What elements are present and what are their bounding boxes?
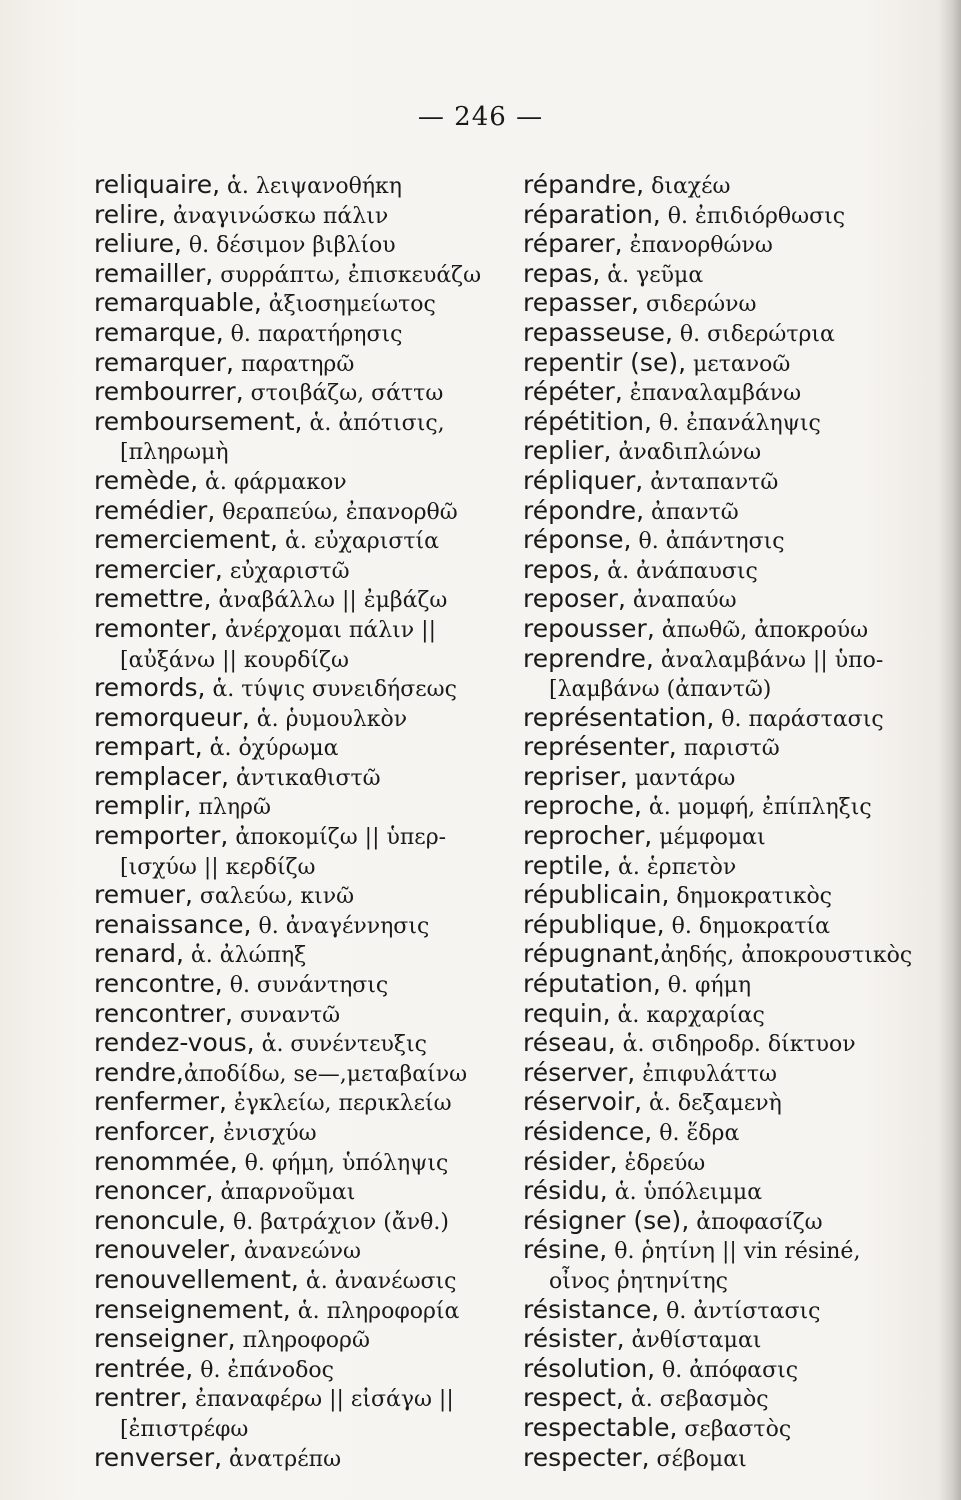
- entry-headword: reprendre,: [523, 643, 654, 673]
- dictionary-entry: [94, 1206, 512, 1236]
- entry-headword: résigner (se),: [523, 1205, 690, 1235]
- dictionary-entry: [523, 318, 943, 348]
- dictionary-entry: [94, 1147, 512, 1177]
- page-number: — 246 —: [417, 102, 544, 132]
- dictionary-entry: [94, 407, 512, 437]
- entry-gloss: ἁ. μομφή, ἐπίπληξις: [641, 795, 872, 821]
- entry-headword: reproche,: [523, 791, 642, 821]
- entry-gloss: ἀξιοσημείωτος: [261, 292, 436, 318]
- entry-headword: résine,: [523, 1235, 608, 1265]
- entry-headword: remédier,: [94, 495, 216, 525]
- entry-headword: réparer,: [523, 229, 623, 259]
- dictionary-entry: [523, 791, 943, 821]
- dictionary-entry: [523, 288, 943, 318]
- entry-gloss: ἁ. ἑρπετὸν: [611, 854, 737, 880]
- entry-headword: réputation,: [523, 969, 661, 999]
- entry-headword: rencontrer,: [94, 998, 233, 1028]
- entry-gloss: θ. ἐπανάληψις: [651, 410, 821, 436]
- dictionary-entry: [523, 1413, 943, 1443]
- dictionary-entry: [523, 851, 943, 881]
- entry-headword: relire,: [94, 199, 167, 229]
- entry-headword: requin,: [523, 998, 611, 1028]
- entry-headword: remplacer,: [94, 761, 229, 791]
- entry-gloss: σαλεύω, κινῶ: [192, 884, 355, 910]
- dictionary-entry: [94, 1176, 512, 1206]
- dictionary-entry: [94, 703, 512, 733]
- entry-headword: répliquer,: [523, 465, 644, 495]
- entry-headword: remarquable,: [94, 288, 262, 318]
- entry-gloss: παρατηρῶ: [233, 351, 355, 377]
- entry-headword: remords,: [94, 673, 206, 703]
- dictionary-entry: [94, 1087, 512, 1117]
- entry-headword: répondre,: [523, 495, 645, 525]
- entry-gloss: ἐπανορθώνω: [622, 233, 773, 259]
- dictionary-entry: [523, 1295, 943, 1325]
- entry-headword: reposer,: [523, 584, 626, 614]
- entry-gloss: θ. ἀπόφασις: [655, 1357, 799, 1383]
- entry-gloss: σιδερώνω: [638, 292, 757, 318]
- dictionary-entry: [94, 732, 512, 762]
- entry-headword: renoncule,: [94, 1205, 226, 1235]
- dictionary-entry: [523, 880, 943, 910]
- entry-gloss: ἁ. λειψανοθήκη: [220, 174, 402, 199]
- dictionary-entry: [94, 1117, 512, 1147]
- entry-gloss: εὐχαριστῶ: [222, 558, 350, 584]
- entry-headword: remercier,: [94, 554, 223, 584]
- entry-gloss: ἀπαρνοῦμαι: [213, 1180, 356, 1206]
- entry-headword: remorqueur,: [94, 702, 250, 732]
- entry-gloss: ἁ. ἀλώπηξ: [183, 943, 307, 969]
- entry-continuation: [94, 1413, 512, 1443]
- dictionary-entry: [94, 880, 512, 910]
- dictionary-entry: [523, 1324, 943, 1354]
- entry-gloss: ἀνανεώνω: [236, 1239, 361, 1265]
- dictionary-entry: [523, 1058, 943, 1088]
- entry-gloss: [αὐξάνω || κουρδίζω: [120, 647, 349, 673]
- entry-gloss: ἁ. δεξαμενὴ: [642, 1091, 782, 1117]
- dictionary-entry: [523, 939, 943, 969]
- entry-headword: résistance,: [523, 1294, 660, 1324]
- entry-gloss: σέβομαι: [649, 1446, 747, 1472]
- dictionary-entry: [94, 1058, 512, 1088]
- dictionary-entry: [523, 1117, 943, 1147]
- dictionary-entry: [94, 1354, 512, 1384]
- entry-headword: respectable,: [523, 1412, 678, 1442]
- entry-gloss: θ. ἀντίστασις: [659, 1298, 821, 1324]
- entry-gloss: ἁ. εὐχαριστία: [277, 529, 440, 555]
- dictionary-entry: [523, 466, 943, 496]
- entry-gloss: ἀηδής, ἀποκρουστικὸς: [660, 943, 913, 969]
- entry-headword: remerciement,: [94, 525, 278, 555]
- entry-gloss: ἁ. τύψις συνειδήσεως: [205, 677, 457, 703]
- dictionary-entry: [94, 229, 512, 259]
- entry-continuation: [523, 673, 943, 703]
- entry-headword: reptile,: [523, 850, 612, 880]
- entry-gloss: ἀπωθῶ, ἀποκρούω: [654, 617, 869, 643]
- entry-headword: renoncer,: [94, 1176, 214, 1206]
- entry-gloss: ἁ. ἀπότισις,: [302, 410, 445, 436]
- entry-continuation: [94, 644, 512, 674]
- dictionary-entry: [523, 703, 943, 733]
- entry-headword: renaissance,: [94, 909, 252, 939]
- entry-gloss: ἀντικαθιστῶ: [228, 765, 381, 791]
- dictionary-entry: [94, 999, 512, 1029]
- dictionary-entry: [94, 584, 512, 614]
- entry-gloss: οἶνος ῥητηνίτης: [549, 1268, 728, 1294]
- entry-gloss: παριστῶ: [676, 736, 780, 762]
- dictionary-entry: [94, 1383, 512, 1413]
- entry-gloss: [λαμβάνω (ἀπαντῶ): [549, 677, 772, 703]
- entry-gloss: ἁ. ὑπόλειμμα: [607, 1180, 763, 1206]
- entry-gloss: ἐπιφυλάττω: [635, 1061, 777, 1087]
- entry-headword: répétition,: [523, 406, 652, 436]
- entry-gloss: ἀναλαμβάνω || ὑπο-: [653, 647, 884, 673]
- dictionary-entry: [94, 377, 512, 407]
- entry-gloss: ἁ. καρχαρίας: [610, 1002, 765, 1028]
- dictionary-entry: [523, 821, 943, 851]
- entry-headword: réponse,: [523, 525, 632, 555]
- entry-gloss: ἀποκομίζω || ὑπερ-: [228, 825, 447, 851]
- dictionary-entry: [523, 436, 943, 466]
- entry-gloss: συναντῶ: [232, 1002, 341, 1028]
- entry-continuation: [94, 436, 512, 466]
- entry-gloss: δημοκρατικὸς: [669, 884, 833, 910]
- dictionary-entry: [523, 200, 943, 230]
- entry-headword: rempart,: [94, 732, 203, 762]
- dictionary-entry: [94, 821, 512, 851]
- entry-gloss: ἀποδίδω, se—,μεταβαίνω: [183, 1061, 468, 1087]
- dictionary-entry: [523, 614, 943, 644]
- entry-headword: repentir (se),: [523, 347, 687, 377]
- entry-gloss: ἁ. συνέντευξις: [254, 1032, 427, 1058]
- entry-gloss: ἁ. γεῦμα: [600, 262, 704, 288]
- entry-gloss: ἀνέρχομαι πάλιν ||: [218, 617, 436, 643]
- entry-gloss: θ. βατράχιον (ἄνθ.): [225, 1209, 449, 1235]
- dictionary-entry: [94, 1235, 512, 1265]
- entry-headword: représentation,: [523, 702, 715, 732]
- entry-headword: respect,: [523, 1383, 624, 1413]
- entry-headword: renouveler,: [94, 1235, 237, 1265]
- entry-gloss: ἀναβάλλω || ἐμβάζω: [211, 588, 448, 614]
- dictionary-entry: [523, 377, 943, 407]
- entry-headword: rembourrer,: [94, 377, 244, 407]
- entry-headword: rentrée,: [94, 1353, 194, 1383]
- entry-headword: reliure,: [94, 229, 182, 259]
- entry-gloss: ἀνθίσταμαι: [624, 1328, 762, 1354]
- entry-headword: résider,: [523, 1146, 618, 1176]
- dictionary-entry: [94, 614, 512, 644]
- dictionary-entry: [523, 525, 943, 555]
- entry-gloss: θ. ἐπάνοδος: [193, 1357, 334, 1383]
- dictionary-entry: [94, 525, 512, 555]
- dictionary-entry: [523, 1176, 943, 1206]
- entry-headword: repas,: [523, 258, 601, 288]
- entry-headword: répéter,: [523, 377, 623, 407]
- entry-gloss: θ. δέσιμον βιβλίου: [181, 233, 396, 259]
- entry-gloss: ἀπαντῶ: [644, 499, 739, 525]
- entry-headword: repousser,: [523, 613, 655, 643]
- dictionary-entry: [523, 1028, 943, 1058]
- entry-continuation: [94, 851, 512, 881]
- entry-gloss: θ. ἐπιδιόρθωσις: [660, 203, 846, 229]
- entry-gloss: ἀναπαύω: [625, 588, 737, 614]
- entry-headword: rendez-vous,: [94, 1028, 255, 1058]
- entry-gloss: θ. συνάντησις: [222, 973, 389, 999]
- entry-gloss: σεβαστὸς: [677, 1416, 792, 1442]
- dictionary-entry: [94, 1028, 512, 1058]
- dictionary-entry: [94, 791, 512, 821]
- entry-headword: résidu,: [523, 1176, 608, 1206]
- entry-headword: remplir,: [94, 791, 192, 821]
- dictionary-entry: [94, 259, 512, 289]
- entry-headword: renseignement,: [94, 1294, 291, 1324]
- entry-gloss: θ. παρατήρησις: [223, 321, 403, 347]
- dictionary-entry: [523, 999, 943, 1029]
- dictionary-entry: [523, 910, 943, 940]
- entry-gloss: ἁ. ὀχύρωμα: [202, 736, 339, 762]
- entry-headword: réseau,: [523, 1028, 616, 1058]
- entry-continuation: [523, 1265, 943, 1295]
- dictionary-entry: [523, 259, 943, 289]
- entry-gloss: θ. ῥητίνη || vin résiné,: [607, 1239, 861, 1265]
- dictionary-entry: [523, 1147, 943, 1177]
- entry-gloss: θ. δημοκρατία: [664, 913, 831, 939]
- entry-gloss: θεραπεύω, ἐπανορθῶ: [215, 499, 458, 525]
- entry-headword: résolution,: [523, 1353, 656, 1383]
- entry-headword: renouvellement,: [94, 1264, 299, 1294]
- entry-gloss: στοιβάζω, σάττω: [243, 381, 444, 407]
- dictionary-entry: [94, 288, 512, 318]
- entry-headword: remailler,: [94, 258, 214, 288]
- dictionary-entry: [523, 644, 943, 674]
- entry-gloss: ἁ. ἀνάπαυσις: [600, 558, 758, 584]
- entry-gloss: θ. ἕδρα: [652, 1121, 740, 1146]
- right-column: [523, 170, 943, 1472]
- entry-headword: replier,: [523, 436, 612, 466]
- entry-headword: remuer,: [94, 880, 193, 910]
- entry-gloss: μετανοῶ: [686, 351, 791, 377]
- dictionary-entry: [94, 1443, 512, 1473]
- entry-headword: république,: [523, 909, 665, 939]
- entry-gloss: ἁ. πληροφορία: [290, 1298, 460, 1324]
- entry-headword: respecter,: [523, 1442, 650, 1472]
- entry-headword: répugnant,: [523, 939, 661, 969]
- dictionary-entry: [94, 555, 512, 585]
- dictionary-entry: [94, 673, 512, 703]
- entry-headword: renverser,: [94, 1442, 223, 1472]
- entry-headword: reprocher,: [523, 821, 653, 851]
- entry-gloss: μαντάρω: [627, 765, 736, 791]
- entry-headword: républicain,: [523, 880, 670, 910]
- entry-headword: remettre,: [94, 584, 212, 614]
- entry-headword: reliquaire,: [94, 170, 221, 199]
- dictionary-entry: [523, 407, 943, 437]
- entry-headword: remarquer,: [94, 347, 234, 377]
- entry-gloss: θ. σιδερώτρια: [672, 321, 835, 347]
- dictionary-entry: [523, 229, 943, 259]
- entry-headword: renforcer,: [94, 1117, 217, 1146]
- entry-gloss: θ. φήμη, ὑπόληψις: [237, 1150, 449, 1176]
- entry-gloss: [ἐπιστρέφω: [120, 1416, 249, 1442]
- entry-gloss: ἐγκλείω, περικλείω: [226, 1091, 452, 1117]
- entry-headword: renard,: [94, 939, 184, 969]
- dictionary-entry: [523, 348, 943, 378]
- entry-gloss: ἁ. σεβασμὸς: [623, 1387, 769, 1413]
- dictionary-entry: [94, 910, 512, 940]
- entry-gloss: ἀνατρέπω: [222, 1446, 342, 1472]
- dictionary-entry: [94, 1265, 512, 1295]
- entry-gloss: θ. ἀναγέννησις: [251, 913, 430, 939]
- dictionary-entry: [523, 555, 943, 585]
- entry-headword: répandre,: [523, 170, 645, 199]
- dictionary-entry: [94, 466, 512, 496]
- entry-headword: repos,: [523, 554, 601, 584]
- entry-headword: remonter,: [94, 613, 219, 643]
- entry-gloss: ἐνισχύω: [216, 1121, 317, 1146]
- dictionary-entry: [94, 348, 512, 378]
- entry-headword: renommée,: [94, 1146, 238, 1176]
- dictionary-entry: [94, 939, 512, 969]
- left-column: [94, 170, 512, 1472]
- dictionary-entry: [523, 584, 943, 614]
- dictionary-entry: [94, 318, 512, 348]
- entry-gloss: ἀναδιπλώνω: [611, 440, 762, 466]
- entry-gloss: ἁ. ἀνανέωσις: [298, 1268, 457, 1294]
- dictionary-entry: [94, 969, 512, 999]
- dictionary-entry: [523, 496, 943, 526]
- entry-gloss: πληροφορῶ: [235, 1328, 370, 1354]
- dictionary-entry: [523, 1383, 943, 1413]
- entry-gloss: ἀνταπαντῶ: [643, 469, 779, 495]
- dictionary-entry: [523, 1087, 943, 1117]
- entry-gloss: θ. παράστασις: [714, 706, 884, 732]
- entry-gloss: ἁ. φάρμακον: [198, 469, 347, 495]
- entry-gloss: θ. ἀπάντησις: [631, 529, 785, 555]
- dictionary-entry: [523, 1235, 943, 1265]
- dictionary-entry: [94, 200, 512, 230]
- entry-headword: renseigner,: [94, 1324, 236, 1354]
- entry-gloss: ἀναγινώσκω πάλιν: [166, 203, 389, 229]
- entry-headword: résister,: [523, 1324, 625, 1354]
- dictionary-entry: [523, 170, 943, 200]
- entry-gloss: ἐπαναλαμβάνω: [622, 381, 802, 407]
- entry-headword: rendre,: [94, 1057, 184, 1087]
- entry-headword: repasseuse,: [523, 317, 673, 347]
- entry-gloss: μέμφομαι: [652, 825, 766, 851]
- dictionary-entry: [94, 496, 512, 526]
- entry-gloss: ἁ. ῥυμουλκὸν: [249, 706, 408, 732]
- entry-headword: réparation,: [523, 199, 661, 229]
- entry-gloss: ἀποφασίζω: [689, 1209, 823, 1235]
- entry-headword: rentrer,: [94, 1383, 189, 1413]
- dictionary-entry: [94, 1324, 512, 1354]
- dictionary-entry: [523, 762, 943, 792]
- dictionary-entry: [523, 732, 943, 762]
- entry-headword: résidence,: [523, 1117, 653, 1146]
- dictionary-entry: [94, 1295, 512, 1325]
- entry-gloss: ἁ. σιδηροδρ. δίκτυον: [615, 1032, 856, 1058]
- entry-headword: repriser,: [523, 761, 628, 791]
- entry-gloss: θ. φήμη: [660, 973, 752, 999]
- entry-headword: réserver,: [523, 1057, 636, 1087]
- entry-gloss: ἑδρεύω: [617, 1150, 706, 1176]
- entry-gloss: πληρῶ: [191, 795, 271, 821]
- entry-gloss: διαχέω: [644, 174, 731, 199]
- entry-headword: repasser,: [523, 288, 639, 318]
- entry-headword: remède,: [94, 465, 199, 495]
- entry-headword: remarque,: [94, 317, 224, 347]
- entry-gloss: [πληρωμὴ: [120, 440, 229, 466]
- entry-headword: représenter,: [523, 732, 677, 762]
- dictionary-entry: [523, 1206, 943, 1236]
- dictionary-entry: [94, 762, 512, 792]
- entry-gloss: [ισχύω || κερδίζω: [120, 854, 316, 880]
- dictionary-entry: [523, 1354, 943, 1384]
- entry-gloss: συρράπτω, ἐπισκευάζω: [213, 262, 482, 288]
- entry-headword: réservoir,: [523, 1087, 643, 1117]
- entry-gloss: ἐπαναφέρω || εἰσάγω ||: [188, 1387, 454, 1413]
- dictionary-entry: [94, 170, 512, 200]
- dictionary-entry: [523, 969, 943, 999]
- entry-headword: renfermer,: [94, 1087, 227, 1117]
- entry-headword: remporter,: [94, 821, 229, 851]
- entry-headword: remboursement,: [94, 406, 303, 436]
- dictionary-entry: [523, 1443, 943, 1473]
- entry-headword: rencontre,: [94, 969, 223, 999]
